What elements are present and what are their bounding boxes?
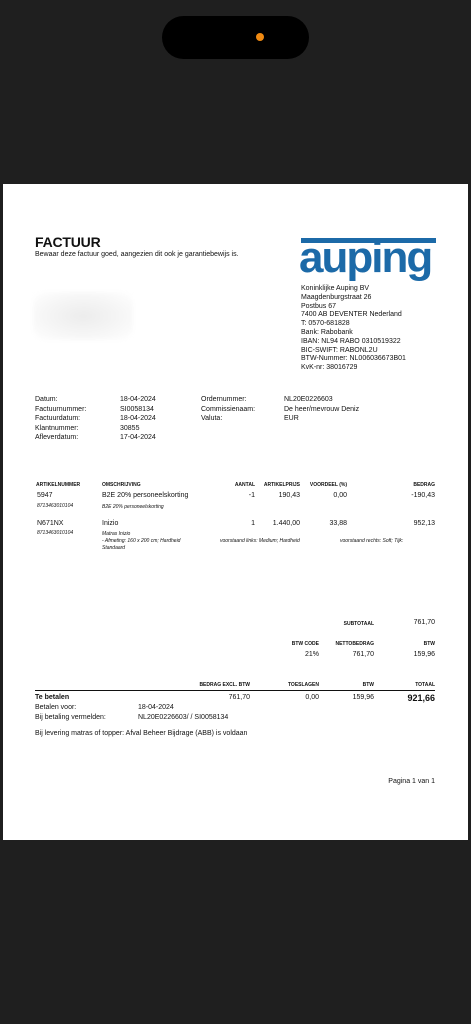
company-line: KvK-nr: 38016729 xyxy=(301,364,358,372)
btw-total-label: BTW xyxy=(362,682,374,688)
company-line: Maagdenburgstraat 26 xyxy=(301,293,372,301)
col-header-aantal: AANTAL xyxy=(234,482,255,488)
meta-value-afleverdatum: 17-04-2024 xyxy=(120,434,156,441)
row-artikelprijs: 1.440,00 xyxy=(272,520,300,527)
row-ean: 8713463010104 xyxy=(37,530,74,536)
row-bedrag: 952,13 xyxy=(413,520,435,527)
meta-label-datum: Datum: xyxy=(35,396,58,403)
row-omschrijving-sub: B2E 20% personeelskorting xyxy=(102,504,164,510)
vermelden-label: Bij betaling vermelden: xyxy=(35,714,106,721)
meta-label-commissienaam: Commissienaam: xyxy=(201,405,256,413)
dynamic-island xyxy=(162,16,309,59)
meta-value-factuurnummer: SI0058134 xyxy=(120,405,154,413)
toeslagen-label: TOESLAGEN xyxy=(287,682,319,688)
meta-value-valuta: EUR xyxy=(284,415,299,422)
row-aantal: -1 xyxy=(248,492,255,499)
meta-label-afleverdatum: Afleverdatum: xyxy=(35,434,79,441)
company-details xyxy=(301,285,406,373)
invoice-document[interactable] xyxy=(3,184,468,840)
row-voordeel: 0,00 xyxy=(333,492,347,499)
row-artikelnummer: 5947 xyxy=(37,492,53,499)
row-bedrag: -190,43 xyxy=(411,492,435,499)
row-artikelnummer: N671NX xyxy=(37,520,64,527)
redacted-address-block xyxy=(33,292,133,340)
btw-code-label: BTW CODE xyxy=(291,641,319,647)
row-omschrijving: Inizio xyxy=(102,520,119,527)
auping-logo: auping xyxy=(299,233,432,282)
col-header-artikelnummer: ARTIKELNUMMER xyxy=(36,482,81,488)
meta-label-valuta: Valuta: xyxy=(201,415,223,422)
meta-label-ordernummer: Ordernummer: xyxy=(201,396,247,403)
company-line: BTW-Nummer: NL006036673B01 xyxy=(301,355,406,363)
row-omschrijving-sub2: - Afmeting: 160 x 200 cm; Hardheid xyxy=(102,538,181,544)
btw-code-value: 21% xyxy=(304,651,319,658)
row-note-mid: voorstaand links: Medium; Hardheid xyxy=(220,538,300,544)
row-artikelprijs: 190,43 xyxy=(278,492,300,499)
row-omschrijving-sub: Matras Inizio xyxy=(102,531,131,537)
company-line: IBAN: NL94 RABO 0310519322 xyxy=(301,337,401,345)
company-line: Postbus 67 xyxy=(301,302,337,310)
betalen-voor-value: 18-04-2024 xyxy=(138,704,174,711)
totaal-value: 921,66 xyxy=(407,693,435,703)
col-header-omschrijving: OMSCHRIJVING xyxy=(102,482,141,488)
col-header-bedrag: BEDRAG xyxy=(413,482,435,488)
company-line: Bank: Rabobank xyxy=(301,328,353,336)
row-ean: 8713463010104 xyxy=(37,503,74,509)
meta-label-factuurnummer: Factuurnummer: xyxy=(35,405,87,413)
invoice-subtitle: Bewaar deze factuur goed, aangezien dit ook je garantiebewijs is. xyxy=(35,251,239,258)
btw-total-value: 159,96 xyxy=(352,694,374,701)
subtotaal-value: 761,70 xyxy=(413,619,435,626)
totaal-label: TOTAAL xyxy=(415,682,435,688)
btw-label: BTW xyxy=(423,641,435,647)
company-line: 7400 AB DEVENTER Nederland xyxy=(301,311,402,319)
col-header-voordeel: VOORDEEL (%) xyxy=(309,482,347,488)
nettobedrag-label: NETTOBEDRAG xyxy=(335,641,374,647)
company-line: BIC-SWIFT: RABONL2U xyxy=(301,346,378,354)
nettobedrag-value: 761,70 xyxy=(352,651,374,658)
abb-note: Bij levering matras of topper: Afval Beheer Bijdrage (ABB) is voldaan xyxy=(35,730,248,737)
totals-divider xyxy=(35,690,435,691)
te-betalen-label: Te betalen xyxy=(35,694,70,701)
company-line: T: 0570-681828 xyxy=(301,320,350,328)
bedrag-excl-btw-label: BEDRAG EXCL. BTW xyxy=(199,682,250,688)
page-number: Pagina 1 van 1 xyxy=(388,778,435,785)
row-voordeel: 33,88 xyxy=(329,520,347,527)
meta-value-datum: 18-04-2024 xyxy=(120,396,156,403)
meta-value-ordernummer: NL20E0226603 xyxy=(284,396,333,403)
camera-indicator-icon xyxy=(256,33,264,41)
row-note-right: voorstaand rechts: Soft; Tijk: xyxy=(340,538,404,544)
meta-value-klantnummer: 30855 xyxy=(120,424,140,432)
company-line: Koninklijke Auping BV xyxy=(301,285,370,292)
meta-label-klantnummer: Klantnummer: xyxy=(35,424,79,432)
meta-value-factuurdatum: 18-04-2024 xyxy=(120,415,156,422)
invoice-title: FACTUUR xyxy=(35,234,101,250)
row-omschrijving: B2E 20% personeelskorting xyxy=(102,492,189,499)
subtotaal-label: SUBTOTAAL xyxy=(343,621,374,627)
vermelden-value: NL20E0226603/ / SI0058134 xyxy=(138,714,229,721)
betalen-voor-label: Betalen voor: xyxy=(35,704,77,711)
row-aantal: 1 xyxy=(251,520,255,527)
btw-value: 159,96 xyxy=(413,651,435,658)
row-omschrijving-sub3: Standaard xyxy=(102,545,126,551)
meta-label-factuurdatum: Factuurdatum: xyxy=(35,415,81,422)
col-header-artikelprijs: ARTIKELPRIJS xyxy=(263,482,300,488)
meta-value-commissienaam: De heer/mevrouw Deniz xyxy=(284,405,360,413)
excl-value: 761,70 xyxy=(228,694,250,701)
toeslagen-value: 0,00 xyxy=(305,694,319,701)
